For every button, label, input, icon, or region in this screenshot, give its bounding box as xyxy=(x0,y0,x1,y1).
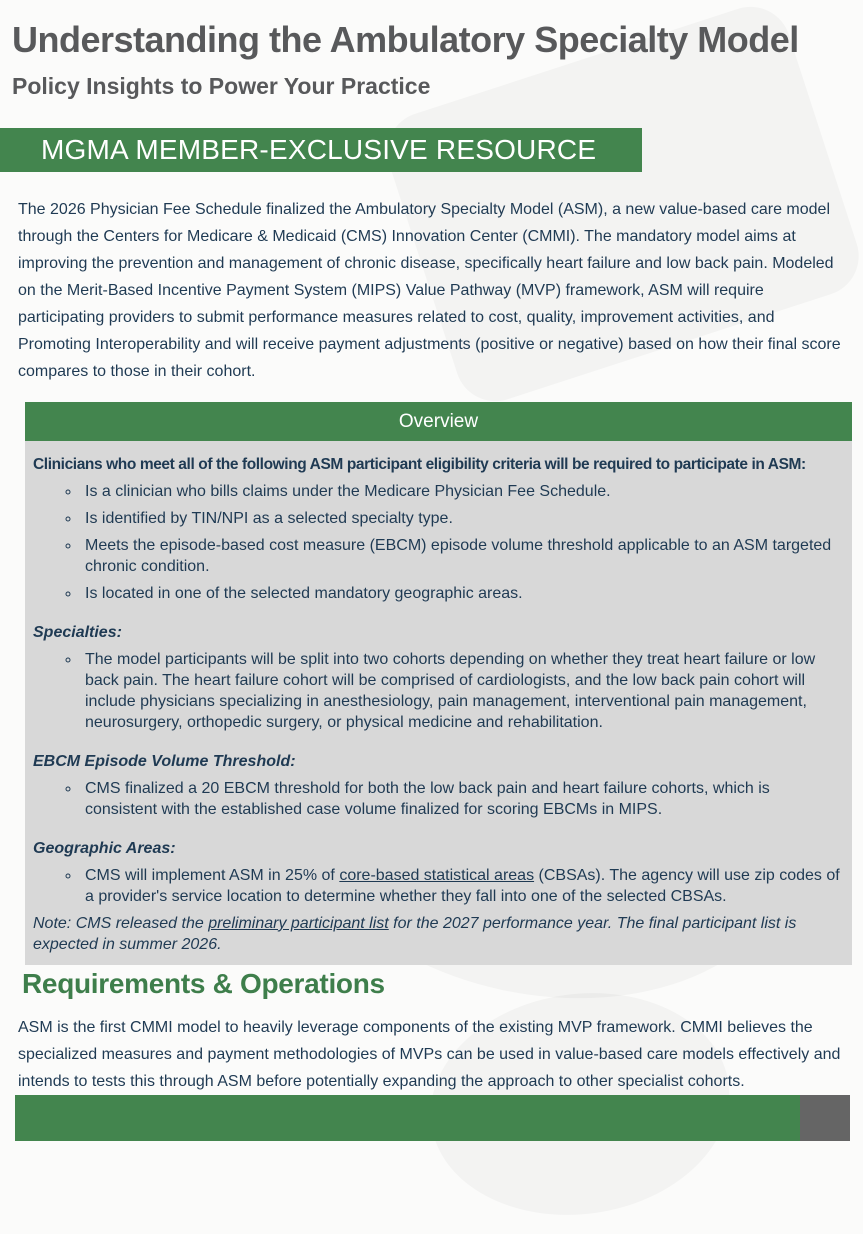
eligibility-list xyxy=(33,481,843,604)
page-subtitle: Policy Insights to Power Your Practice xyxy=(12,72,431,99)
intro-paragraph: The 2026 Physician Fee Schedule finalized the Ambulatory Specialty Model (ASM), a new value-based care model through the Centers for Medicare & Medicaid (CMS) Innovation Center (CMMI). The mandatory model aims at improving the prevention and management of chronic disease, specifically heart failure and low back pain. Modeled on the Merit-Based Incentive Payment System (MIPS) Value Pathway (MVP) framework, ASM will require participating providers to submit performance measures related to cost, quality, improvement activities, and Promoting Interoperability and will receive payment adjustments (positive or negative) based on how their final score compares to those in their cohort. xyxy=(18,200,841,380)
footer-bar xyxy=(15,1095,850,1141)
eligibility-item: ◦ Is a clinician who bills claims under the Medicare Physician Fee Schedule. xyxy=(81,481,843,502)
overview-section xyxy=(25,402,852,965)
specialties-list xyxy=(33,649,843,733)
eligibility-item: ◦ Is identified by TIN/NPI as a selected specialty type. xyxy=(81,508,843,529)
eligibility-heading: Clinicians who meet all of the following ASM participant eligibility criteria will be required to participate in ASM: xyxy=(33,455,806,473)
note-text xyxy=(33,913,843,955)
geographic-item-text: CMS will implement ASM in 25% of xyxy=(85,866,340,884)
note-text-segment: Note: CMS released the xyxy=(33,914,209,932)
geographic-heading: Geographic Areas: xyxy=(33,839,176,857)
note-text-segment: for the 2027 performance year. The final participant list is expected in summer 2026. xyxy=(33,914,797,953)
page-title: Understanding the Ambulatory Specialty Model xyxy=(12,19,799,60)
document-page xyxy=(0,14,863,1095)
ebcm-heading: EBCM Episode Volume Threshold: xyxy=(33,752,296,770)
member-exclusive-banner: MGMA MEMBER-EXCLUSIVE RESOURCE xyxy=(0,128,642,172)
geographic-item-text: (CBSAs). The agency will use zip codes of a provider's service location to determine whether they fall into one of the selected CBSAs. xyxy=(85,866,840,905)
specialties-heading: Specialties: xyxy=(33,623,122,641)
geographic-item xyxy=(81,865,843,907)
requirements-heading: Requirements & Operations xyxy=(22,967,385,999)
footer-green-bar xyxy=(15,1095,800,1141)
eligibility-item: ◦ Is located in one of the selected mandatory geographic areas. xyxy=(81,583,843,604)
cbsa-link[interactable]: core-based statistical areas xyxy=(339,866,535,884)
specialties-item: ◦ The model participants will be split into two cohorts depending on whether they treat heart failure or low back pain. The heart failure cohort will be comprised of cardiologists, and the low back pain cohort will include physicians specializing in anesthesiology, pain management, interventional pain management, neurosurgery, orthopedic surgery, or physical medicine and rehabilitation. xyxy=(81,649,843,733)
requirements-paragraph: ASM is the first CMMI model to heavily leverage components of the existing MVP framework. CMMI believes the specialized measures and payment methodologies of MVPs can be used in value-based care models effectively and intends to tests this through ASM before potentially expanding the approach to other specialist cohorts. xyxy=(18,1018,841,1090)
geographic-list xyxy=(33,865,843,907)
footer-gray-block xyxy=(800,1095,850,1141)
overview-panel xyxy=(25,441,852,965)
eligibility-item: ◦ Meets the episode-based cost measure (EBCM) episode volume threshold applicable to an ASM targeted chronic condition. xyxy=(81,535,843,577)
ebcm-list xyxy=(33,778,843,820)
overview-header: Overview xyxy=(25,402,852,441)
participant-list-link[interactable]: preliminary participant list xyxy=(208,914,389,932)
ebcm-item: ◦ CMS finalized a 20 EBCM threshold for both the low back pain and heart failure cohorts, which is consistent with the established case volume finalized for scoring EBCMs in MIPS. xyxy=(81,778,843,820)
